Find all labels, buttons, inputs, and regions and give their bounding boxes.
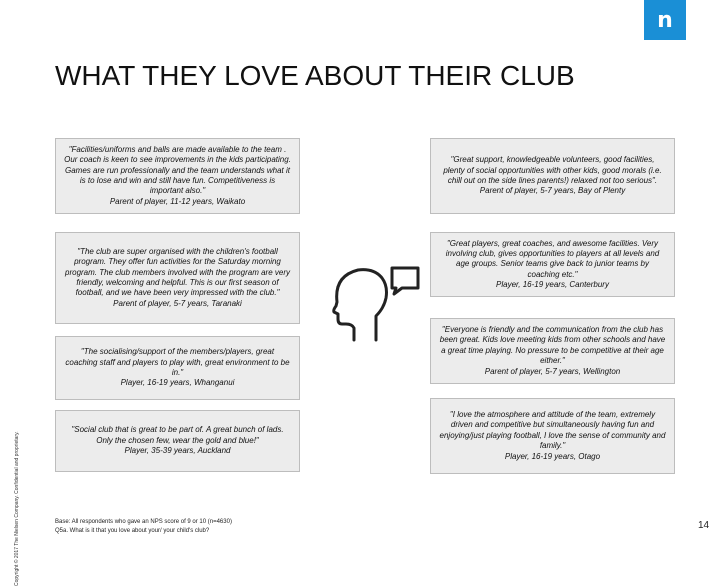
logo-letter: n (657, 7, 673, 33)
quote-box-right-1 (430, 138, 675, 214)
quote-text: "Social club that is great to be part of. A great bunch of lads. Only the chosen few, wear the gold and blue!" Player, 35-39 years, Auckland (71, 425, 284, 456)
quote-text: "I love the atmosphere and attitude of the team, extremely driven and competitive but simultaneously having fun and enjoying/just playing football, I love the sense of community and family." Player, 16-19 years, Otago (439, 410, 666, 461)
quote-text: "The socialising/support of the members/players, great coaching staff and players to play with, great environment to be in." Player, 16-19 years, Whanganui (65, 347, 290, 388)
quote-text: "The club are super organised with the children's football program. They offer fun activities for the Saturday morning program. The club members involved with the program are very friendly, welcoming and helpful. This is our first season of football, and we have been very impressed with the club." Parent of player, 5-7 years, Taranaki (65, 246, 290, 308)
quote-text: "Everyone is friendly and the communication from the club has been great. Kids love meeting kids from other schools and have a great time playing. No pressure to be competitive at their age either." Parent of player, 5-7 years, Wellington (439, 325, 666, 376)
talking-head-icon (312, 262, 422, 342)
nielsen-logo (644, 0, 686, 40)
quote-text: "Great players, great coaches, and awesome facilities. Very involving club, gives opportunities to players at all levels and age groups. Senior teams give back to junior teams by coaching etc." Player, 16-19 years, Canterbury (445, 238, 660, 290)
quote-box-left-3 (55, 336, 300, 400)
quote-box-right-3 (430, 318, 675, 384)
quote-box-left-1 (55, 138, 300, 214)
quote-text: "Facilities/uniforms and balls are made available to the team . Our coach is keen to see improvements in the kids participating. Games are run professionally and the team understands what it is to lose and win and still have fun. Competitiveness is important also." Parent of player, 11-12 years, Waikato (64, 144, 291, 206)
quote-box-left-4 (55, 410, 300, 472)
quote-box-left-2 (55, 232, 300, 324)
quote-box-right-2 (430, 232, 675, 297)
copyright-notice: Copyright © 2017 The Nielsen Company. Confidential and proprietary. (14, 431, 20, 586)
quote-box-right-4 (430, 398, 675, 474)
footnote-question: Q5a. What is it that you love about your/ your child's club? (55, 527, 210, 534)
page-number: 14 (698, 520, 710, 531)
quote-text: "Great support, knowledgeable volunteers, good facilities, plenty of social opportunities with other kids, good morals (i.e. chill out on the side lines parents!) relaxed not too serious". Parent of player, 5-7 years, Bay of Plenty (443, 155, 662, 196)
footnote (55, 518, 232, 535)
footnote-base: Base: All respondents who gave an NPS score of 9 or 10 (n=4630) (55, 519, 232, 525)
page-title: WHAT THEY LOVE ABOUT THEIR CLUB (55, 60, 575, 91)
